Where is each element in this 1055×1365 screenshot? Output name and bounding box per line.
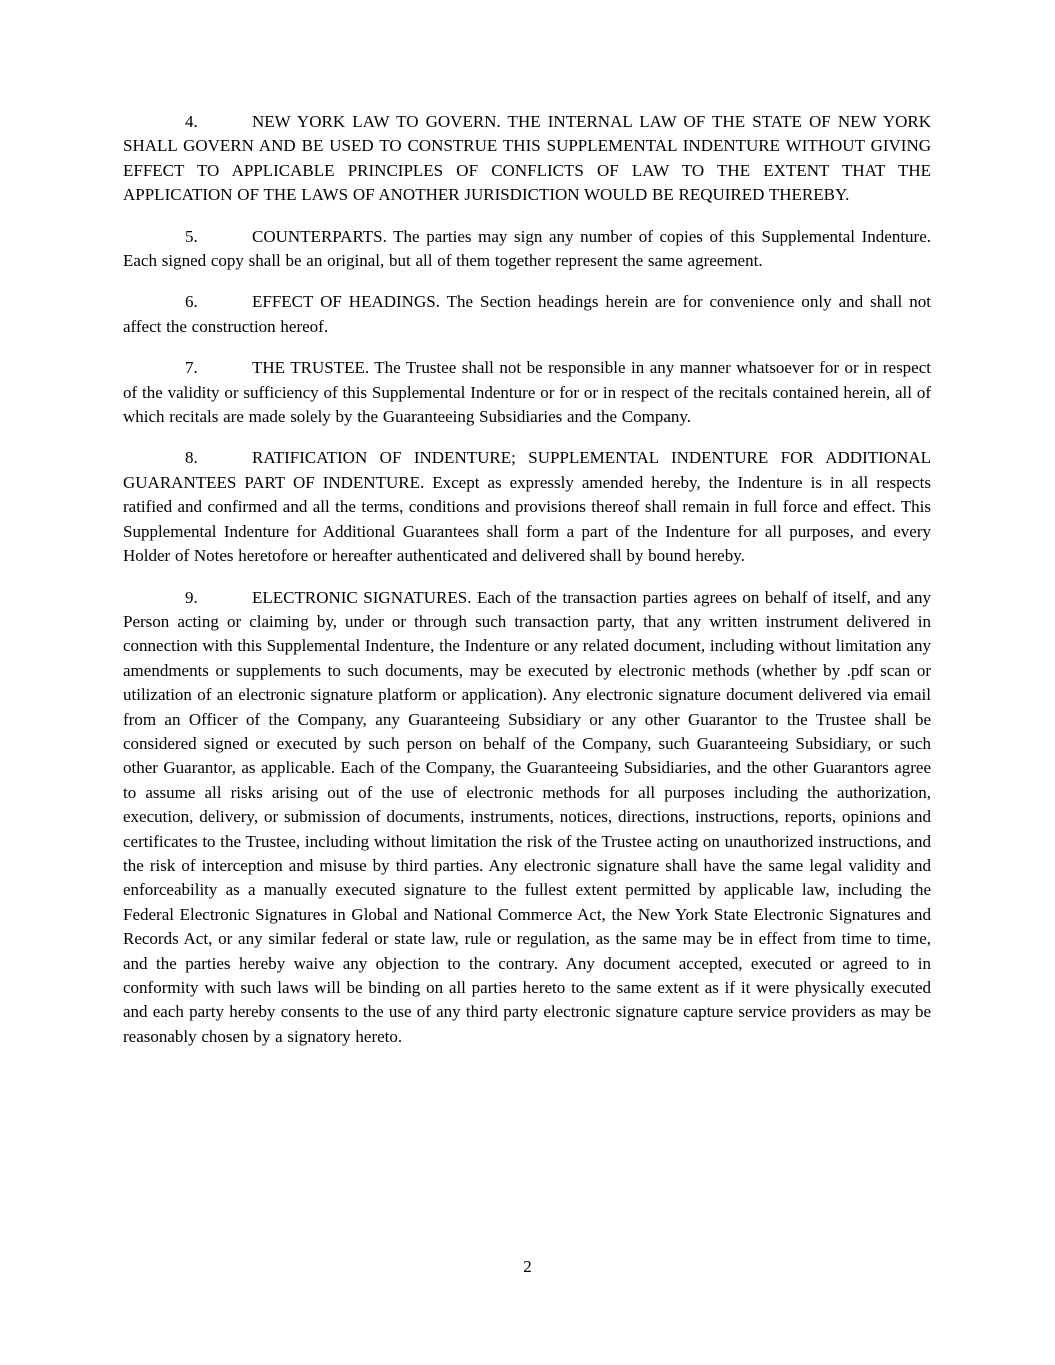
section-text-6: EFFECT OF HEADINGS. The Section headings herein are for convenience only and shall not affect the construction hereof. [123,292,931,336]
section-text-5: COUNTERPARTS. The parties may sign any number of copies of this Supplemental Indenture. Each signed copy shall be an original, but all of them together represent the same agreement. [123,226,931,271]
section-text-9: ELECTRONIC SIGNATURES. Each of the transaction parties agrees on behalf of itself, and any Person acting or claiming by, under or through such transaction party, that any written instrument delivered in connection with this Supplemental Indenture, the Indenture or any related document, including without limitation any amendments or supplements to such documents, may be executed by electronic methods (whether by .pdf scan or utilization of an electronic signature platform or application). Any electronic signature document delivered via email from an Officer of the Company, any Guaranteeing Subsidiary or any other Guarantor to the Trustee shall be considered signed or executed by such person on behalf of the Company, such Guaranteeing Subsidiary, or such other Guarantor, as applicable. Each of the Company, the Guaranteeing Subsidiaries, and the other Guarantors agree to assume all risks arising out of the use of electronic methods for all purposes including the authorization, execution, delivery, or submission of documents, instruments, notices, directions, instructions, reports, opinions and certificates to the Trustee, including without limitation the risk of the Trustee acting on unauthorized instructions, and the risk of interception and misuse by third parties. Any electronic signature shall have the same legal validity and enforceability as a manually executed signature to the fullest extent permitted by applicable law, including the Federal Electronic Signatures in Global and National Commerce Act, the New York State Electronic Signatures and Records Act, or any similar federal or state law, rule or regulation, as the same may be in effect from time to time, and the parties hereby waive any objection to the contrary. Any document accepted, executed or agreed to in conformity with such laws will be binding on all parties hereto to the same extent as if it were physically executed and each party hereby consents to the use of any third party electronic signature capture service providers as may be reasonably chosen by a signatory hereto. [123,587,931,1046]
section-paragraph-6 [123,290,931,339]
section-paragraph-5 [123,225,931,274]
section-paragraph-8 [123,446,931,568]
section-paragraph-7 [123,356,931,429]
section-number-5: 5. [185,226,198,246]
section-paragraph-4 [123,110,931,208]
section-paragraph-9 [123,586,931,1050]
section-number-9: 9. [185,587,198,607]
section-text-8: RATIFICATION OF INDENTURE; SUPPLEMENTAL INDENTURE FOR ADDITIONAL GUARANTEES PART OF INDENTURE. Except as expressly amended hereby, the Indenture is in all respects ratified and confirmed and all the terms, conditions and provisions thereof shall remain in full force and effect. This Supplemental Indenture for Additional Guarantees shall form a part of the Indenture for all purposes, and every Holder of Notes heretofore or hereafter authenticated and delivered shall by bound hereby. [123,448,931,566]
section-number-6: 6. [185,292,198,312]
section-number-4: 4. [185,112,198,131]
section-number-8: 8. [185,448,198,468]
section-text-4: NEW YORK LAW TO GOVERN. THE INTERNAL LAW OF THE STATE OF NEW YORK SHALL GOVERN AND BE USED TO CONSTRUE THIS SUPPLEMENTAL INDENTURE WITHOUT GIVING EFFECT TO APPLICABLE PRINCIPLES OF CONFLICTS OF LAW TO THE EXTENT THAT THE APPLICATION OF THE LAWS OF ANOTHER JURISDICTION WOULD BE REQUIRED THEREBY. [123,112,931,205]
document-body [123,110,931,1066]
section-text-7: THE TRUSTEE. The Trustee shall not be responsible in any manner whatsoever for or in respect of the validity or sufficiency of this Supplemental Indenture or for or in respect of the recitals contained herein, all of which recitals are made solely by the Guaranteeing Subsidiaries and the Company. [123,358,931,427]
page-number: 2 [523,1257,532,1276]
section-number-7: 7. [185,358,198,378]
